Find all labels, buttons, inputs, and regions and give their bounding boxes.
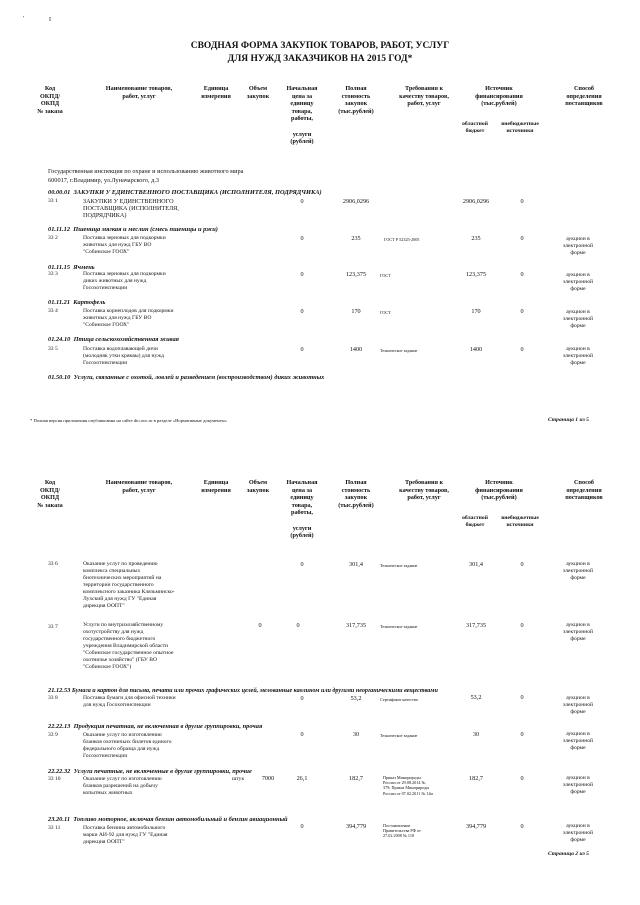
- section-row: 01.11.15 Ячмень: [48, 264, 95, 271]
- item-name: Поставка водоплавающей дичи (молодняк утки кряквы) для нужд Госохотинспекции: [83, 346, 164, 366]
- order-number: 33 3: [48, 271, 58, 277]
- regional-budget-value: 53,2: [470, 694, 482, 701]
- regional-budget-value: 1400: [469, 346, 483, 353]
- offbudget-value: 0: [520, 561, 524, 568]
- unit-value: 0: [258, 622, 262, 629]
- order-number: 33 2: [48, 235, 58, 241]
- regional-budget-value: 317,735: [465, 622, 487, 629]
- offbudget-value: 0: [520, 346, 524, 353]
- requirements-text: Техническое задание: [380, 733, 418, 738]
- header-unit: Единица измерения: [201, 85, 231, 100]
- total-value: 1400: [349, 346, 363, 353]
- regional-budget-value: 235: [471, 235, 481, 242]
- order-number: 33 1: [48, 198, 58, 204]
- header-source-regional: областной бюджет: [462, 121, 488, 134]
- total-value: 30: [352, 731, 360, 738]
- footnote: * Полная версия приложения опубликована на сайте dio.avo.ru в разделе «Нормативные документы»: [30, 418, 227, 423]
- regional-budget-value: 2906,0296: [462, 198, 490, 205]
- order-number: 33 7: [48, 624, 58, 630]
- offbudget-value: 0: [520, 775, 524, 782]
- regional-budget-value: 123,375: [465, 271, 487, 278]
- header-requirements: Требования к качеству товаров, работ, услуг: [399, 479, 449, 502]
- total-value: 394,779: [345, 823, 367, 830]
- price-value: 0: [300, 695, 304, 702]
- header-name: Наименование товаров, работ, услуг: [105, 479, 173, 494]
- price-value: 0: [300, 235, 304, 242]
- requirements-text: ГОСТ Р 52325-2005: [384, 237, 420, 242]
- regional-budget-value: 301,4: [469, 561, 483, 568]
- procurement-method: аукцион в электронной форме: [562, 561, 594, 581]
- item-name: Оказание услуг по изготовлению бланков разрешений на добычу копытных животных: [83, 776, 162, 796]
- section-row: 00.00.01 ЗАКУПКИ У ЕДИНСТВЕННОГО ПОСТАВЩИКА (ИСПОЛНИТЕЛЯ, ПОДРЯДЧИКА): [48, 189, 322, 196]
- document-title-line2: ДЛЯ НУЖД ЗАКАЗЧИКОВ НА 2015 ГОД*: [227, 54, 413, 64]
- price-value: 0: [300, 198, 304, 205]
- order-number: 33 9: [48, 732, 58, 738]
- procurement-method: аукцион в электронной форме: [562, 346, 594, 366]
- regional-budget-value: 170: [471, 308, 481, 315]
- header-volume: Объем закупок: [246, 85, 270, 100]
- item-name: Поставка бумаги для офисной техники для нужд Госохотинспекции: [83, 695, 176, 708]
- section-row: 01.50.10 Услуги, связанные с охотой, ловлей и разведением (воспроизводством) диких животных: [48, 374, 325, 381]
- requirements-text: ГОСТ: [380, 310, 391, 315]
- offbudget-value: 0: [520, 235, 524, 242]
- procurement-method: аукцион в электронной форме: [562, 731, 594, 751]
- order-number: 33 5: [48, 346, 58, 352]
- header-method: Способ определения поставщиков: [565, 85, 603, 108]
- offbudget-value: 0: [520, 694, 524, 701]
- offbudget-value: 0: [520, 823, 524, 830]
- procurement-method: аукцион в электронной форме: [562, 775, 594, 795]
- order-number: 33 4: [48, 308, 58, 314]
- requirements-text: Техническое задание: [380, 624, 418, 629]
- scan-mark: I: [49, 17, 51, 23]
- item-name: Оказание услуг по изготовлению бланков охотничьих билетов единого федерального образца для нужд Госохотинспекции: [83, 732, 172, 759]
- section-row: 01.11.12 Пшеница мягкая и меслин (смесь пшеницы и ржи): [48, 226, 218, 233]
- section-row: 01.24.10 Птица сельскохозяйственная живая: [48, 336, 179, 343]
- requirements-text: ГОСТ: [380, 273, 391, 278]
- procurement-method: аукцион в электронной форме: [562, 622, 594, 642]
- total-value: 123,375: [345, 271, 367, 278]
- header-price: Начальная цена за единицу товара, работы, услуги (рублей): [286, 479, 318, 540]
- total-value: 170: [351, 308, 361, 315]
- price-value: 0: [300, 271, 304, 278]
- offbudget-value: 0: [520, 731, 524, 738]
- procurement-method: аукцион в электронной форме: [562, 823, 594, 843]
- header-unit: Единица измерения: [201, 479, 231, 494]
- section-row: 01.11.21 Картофель: [48, 299, 106, 306]
- offbudget-value: 0: [520, 308, 524, 315]
- header-code: Код ОКПД/ ОКПД № заказа: [37, 479, 63, 509]
- total-value: 53,2: [350, 695, 362, 702]
- procurement-method: аукцион в электронной форме: [562, 309, 594, 329]
- offbudget-value: 0: [520, 198, 524, 205]
- requirements-text: Техническое задание: [380, 348, 418, 353]
- header-source: Источник финансирования (тыс.рублей): [475, 85, 523, 108]
- header-method: Способ определения поставщиков: [565, 479, 603, 502]
- header-source-offbudget: внебюджетные источники: [501, 121, 539, 134]
- offbudget-value: 0: [520, 622, 524, 629]
- order-number: 33 6: [48, 561, 58, 567]
- header-requirements: Требования к качеству товаров, работ, услуг: [399, 85, 449, 108]
- total-value: 2906,0296: [342, 198, 370, 205]
- item-name: Оказание услуг по проведению комплекса специальных биотехнических мероприятий на территории государственного комплексного заказника Клязьминско- Лухский для нужд ГУ "Единая дирекция ООПТ": [83, 561, 175, 609]
- order-number: 33 11: [48, 825, 61, 831]
- section-row: 21.12.53 Бумага и картон для письма, печати или прочих графических целей, мелованные каолином или другими неорганическими веществами: [48, 687, 438, 694]
- item-name: Услуги по внутрихозяйственному охотустройству для нужд государственного бюджетного учреждения Владимирской области "Собинское государственное опытное охотничье хозяйство" (ГБУ ВО "Собинское ГООХ"): [83, 622, 174, 670]
- organization-name: Государственная инспекция по охране и использованию животного мира: [48, 168, 244, 175]
- organization-address: 600017, г.Владимир, ул.Луначарского, д.3: [48, 177, 160, 184]
- requirements-text: Техническое задание: [380, 563, 418, 568]
- header-total: Полная стоимость закупок (тыс.рублей): [338, 85, 374, 115]
- requirements-text: Сертификат качества: [380, 697, 418, 702]
- item-name: ЗАКУПКИ У ЕДИНСТВЕННОГО ПОСТАВЩИКА (ИСПОЛНИТЕЛЯ, ПОДРЯДЧИКА): [83, 198, 179, 219]
- header-name: Наименование товаров, работ, услуг: [105, 85, 173, 100]
- procurement-method: аукцион в электронной форме: [562, 272, 594, 292]
- requirements-text: Приказ Минприроды России от 29.08.2014 № 379; Приказ Минприроды России от 07.02.2011 № 14н: [383, 775, 433, 796]
- price-value: 0: [300, 823, 304, 830]
- requirements-text: Постановление Правительства РФ от 27.02.2008 № 118: [383, 823, 421, 839]
- header-volume: Объем закупок: [246, 479, 270, 494]
- item-name: Поставка зерновых для подкормки диких животных для нужд Госохотинспекции: [83, 271, 166, 291]
- price-value: 0: [300, 561, 304, 568]
- section-row: 23.20.11 Топливо моторное, включая бензин автомобильный и бензин авиационный: [48, 816, 288, 823]
- header-source-regional: областной бюджет: [462, 515, 488, 528]
- unit-value: штук: [232, 776, 245, 782]
- header-source: Источник финансирования (тыс.рублей): [475, 479, 523, 502]
- offbudget-value: 0: [520, 271, 524, 278]
- total-value: 317,735: [345, 622, 367, 629]
- header-total: Полная стоимость закупок (тыс.рублей): [338, 479, 374, 509]
- section-row: 22.22.32 Услуги печатные, не включенные в другие группировки, прочие: [48, 768, 252, 775]
- price-value: 0: [300, 346, 304, 353]
- order-number: 33 10: [48, 776, 61, 782]
- volume-value: 7000: [261, 775, 275, 782]
- header-price: Начальная цена за единицу товара, работы, услуги (рублей): [286, 85, 318, 146]
- page-number: Страница 2 из 5: [548, 851, 589, 857]
- regional-budget-value: 394,779: [465, 823, 487, 830]
- total-value: 182,7: [349, 775, 363, 782]
- price-value: 0: [300, 731, 304, 738]
- price-value: 0: [300, 308, 304, 315]
- page-number: Страница 1 из 5: [548, 417, 589, 423]
- item-name: Поставка зерновых для подкормки животных для нужд ГБУ ВО "Собинское ГООХ": [83, 235, 166, 255]
- volume-value: 0: [296, 622, 300, 629]
- document-title-line1: СВОДНАЯ ФОРМА ЗАКУПОК ТОВАРОВ, РАБОТ, УСЛУГ: [190, 41, 450, 51]
- item-name: Поставка корнеплодов для подкормки животных для нужд ГБУ ВО "Собинское ГООХ": [83, 308, 174, 328]
- scan-mark: ': [23, 16, 25, 22]
- order-number: 33 8: [48, 695, 58, 701]
- price-value: 26,1: [296, 775, 308, 782]
- total-value: 235: [351, 235, 361, 242]
- item-name: Поставка бензина автомобильного марки АИ-92 для нужд ГУ "Единая дирекция ООПТ": [83, 825, 168, 845]
- header-code: Код ОКПД/ ОКПД № заказа: [37, 85, 63, 115]
- regional-budget-value: 30: [472, 731, 480, 738]
- header-source-offbudget: внебюджетные источники: [501, 515, 539, 528]
- procurement-method: аукцион в электронной форме: [562, 236, 594, 256]
- section-row: 22.22.13 Продукция печатная, не включенная в другие группировки, прочая: [48, 723, 263, 730]
- procurement-method: аукцион в электронной форме: [562, 695, 594, 715]
- regional-budget-value: 182,7: [469, 775, 483, 782]
- total-value: 301,4: [349, 561, 363, 568]
